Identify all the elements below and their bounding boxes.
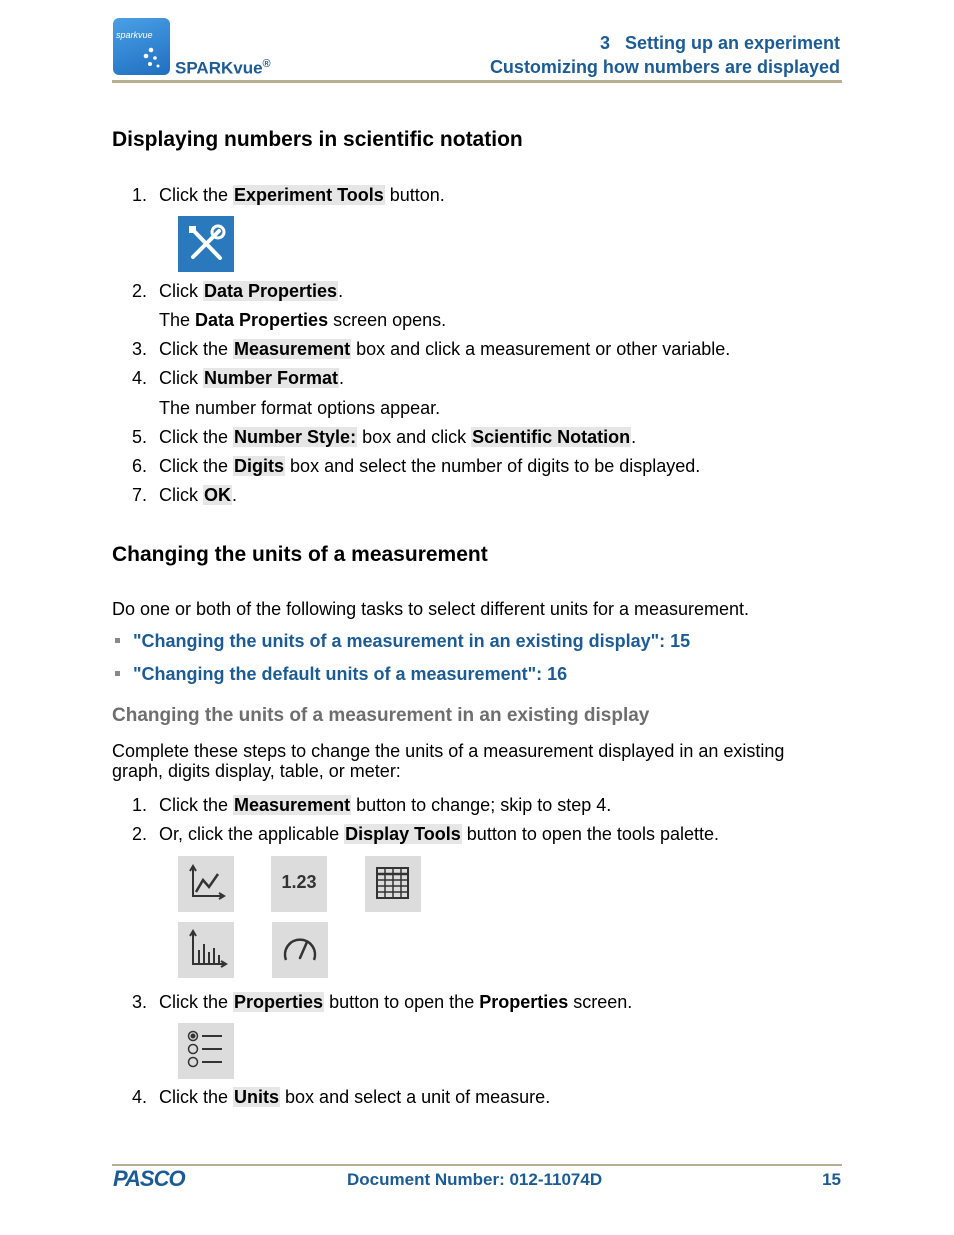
step-number: 2. [132, 281, 148, 301]
section-title: Customizing how numbers are displayed [489, 57, 840, 77]
graph-icon[interactable] [178, 856, 234, 912]
step-text: Click Number Format. [159, 368, 345, 388]
header-rule [112, 80, 842, 83]
table-icon[interactable] [365, 856, 421, 912]
step-number: 7. [132, 485, 148, 505]
step-number: 4. [132, 1087, 148, 1107]
meter-icon[interactable] [272, 922, 328, 978]
step-text: Click OK. [159, 485, 238, 505]
step-number: 5. [132, 427, 148, 447]
properties-icon[interactable] [178, 1023, 234, 1079]
logo-text: sparkvue [116, 30, 153, 40]
step-text: Or, click the applicable Display Tools button to open the tools palette. [159, 824, 719, 844]
step-note: The number format options appear. [159, 398, 441, 418]
digits-icon-text: 1.23 [281, 872, 317, 892]
sparkvue-logo [113, 18, 170, 75]
step-note: The Data Properties screen opens. [159, 310, 447, 330]
bullet-icon [115, 638, 120, 643]
document-number: Document Number: 012-11074D [347, 1170, 603, 1189]
step-text: Click the Properties button to open the Properties screen. [159, 992, 633, 1012]
step-number: 4. [132, 368, 148, 388]
digits-icon[interactable] [271, 856, 327, 912]
link-default-units[interactable]: "Changing the default units of a measurement": 16 [133, 664, 568, 684]
subsection-heading: Changing the units of a measurement in an existing display [112, 705, 650, 726]
step-number: 2. [132, 824, 148, 844]
step-text: Click the Measurement box and click a measurement or other variable. [159, 339, 731, 359]
experiment-tools-label: Experiment Tools [234, 185, 384, 205]
step-text: Click the Number Style: box and click Scientific Notation. [159, 427, 637, 447]
section-heading-scientific-notation: Displaying numbers in scientific notation [112, 128, 523, 151]
page-number: 15 [822, 1170, 841, 1189]
footer-rule [112, 1164, 842, 1166]
experiment-tools-icon[interactable] [178, 216, 234, 272]
step-number: 3. [132, 339, 148, 359]
link-existing-display[interactable]: "Changing the units of a measurement in an existing display": 15 [133, 631, 691, 651]
bullet-icon [115, 671, 120, 676]
step-number: 1. [132, 185, 148, 205]
step-number: 6. [132, 456, 148, 476]
section-heading-changing-units: Changing the units of a measurement [112, 543, 488, 566]
step-text: Click Data Properties. [159, 281, 344, 301]
bar-graph-icon[interactable] [178, 922, 234, 978]
step-number: 3. [132, 992, 148, 1012]
step-text: Click the Experiment Tools button. [159, 185, 445, 205]
section-intro: Do one or both of the following tasks to select different units for a measurement. [112, 599, 750, 619]
step-text: Click the Digits box and select the number of digits to be displayed. [159, 456, 701, 476]
subsection-intro: Complete these steps to change the units of a measurement displayed in an existing graph, digits display, table, or meter: [112, 741, 785, 781]
step-text: Click the Measurement button to change; skip to step 4. [159, 795, 612, 815]
step-text: Click the Units box and select a unit of measure. [159, 1087, 551, 1107]
pasco-logo: PASCO [113, 1166, 185, 1191]
step-number: 1. [132, 795, 148, 815]
chapter-title: 3 Setting up an experiment [599, 33, 840, 53]
product-name: SPARKvue® [175, 58, 271, 78]
